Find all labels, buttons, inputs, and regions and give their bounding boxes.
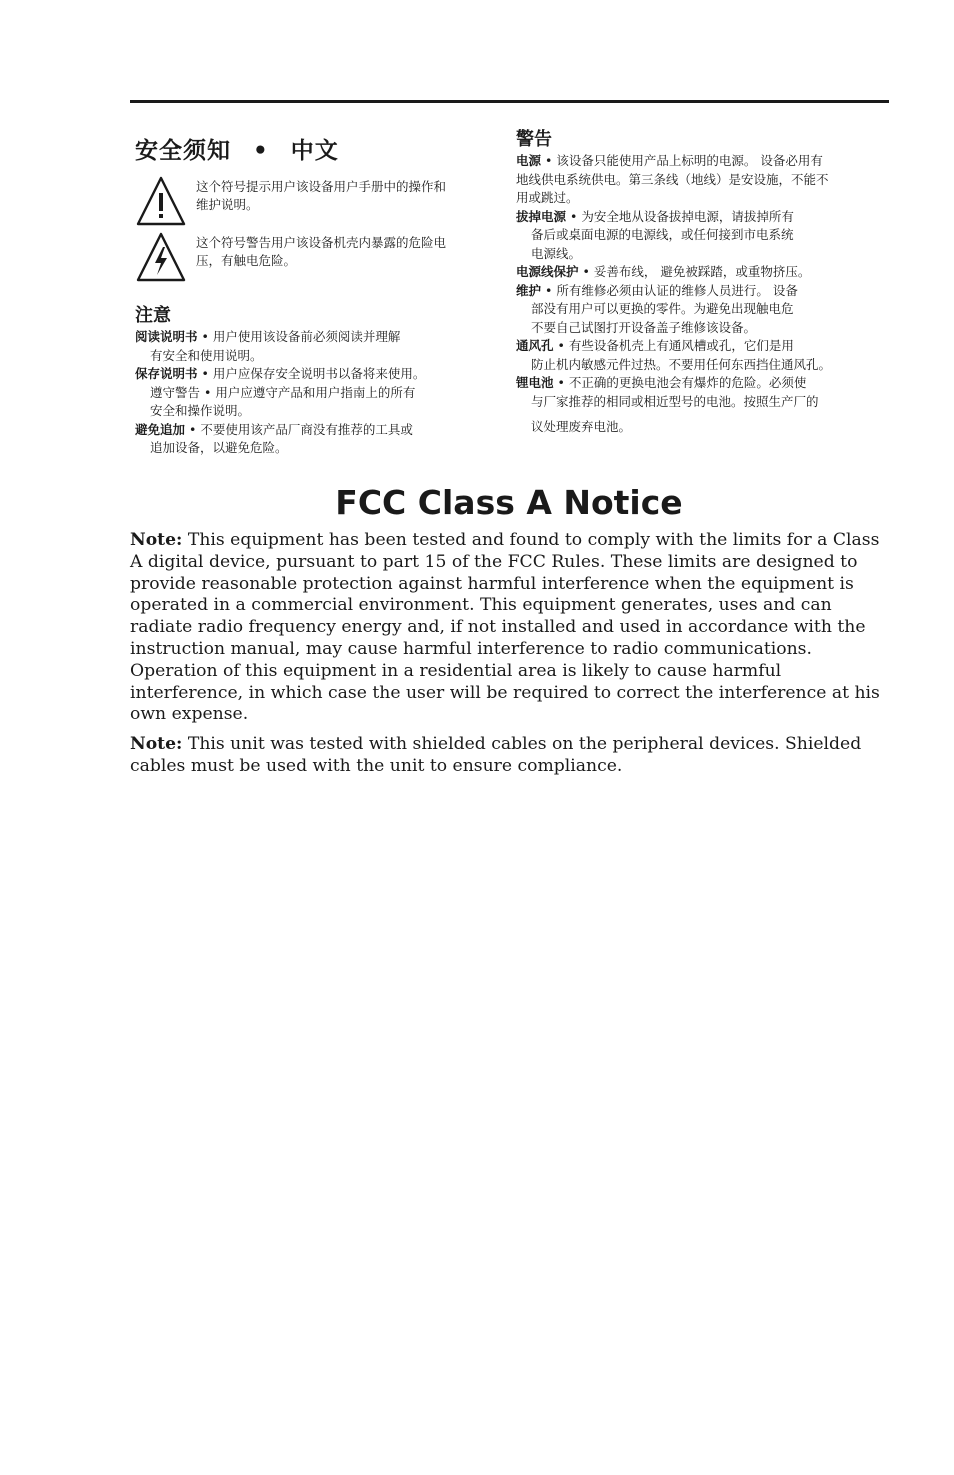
warning-item-label: 锂电池 [516,375,554,390]
warning-exclamation-icon [136,176,186,226]
caution-item-label: 阅读说明书 [135,329,198,344]
warning-item-line: 所有维修必须由认证的维修人员进行。 设备 [556,282,798,298]
language-label: 中文 [290,138,339,164]
warning-item-line: 地线供电系统供电。第三条线（地线）是安设施，不能不 [516,171,829,187]
warning-item [516,374,891,393]
symbol-description: 这个符号警告用户该设备机壳内暴露的危险电压，有触电危险。 [196,235,447,268]
note-text: This unit was tested with shielded cables on the peripheral devices. Shielded cables must be used with the unit to ensure compliance. [130,734,862,776]
note-label: Note: [130,734,183,755]
fcc-title: FCC Class A Notice [335,483,683,522]
bullet-separator: • [578,264,594,279]
caution-item-line: 遵守警告 • 用户应遵守产品和用户指南上的所有 [150,384,416,400]
fcc-notice-body [130,530,890,786]
top-rule [130,100,889,103]
warning-list [516,152,891,437]
bullet-separator: • [541,153,557,168]
warning-item-label: 维护 [516,282,542,298]
warning-item [516,263,891,282]
bullet-separator: • [553,375,569,390]
caution-list [135,328,480,458]
fcc-note-2 [130,734,890,778]
warning-item [516,208,891,227]
bullet-separator: • [185,421,201,437]
warning-item-line: 不要自己试图打开设备盖子维修该设备。 [531,319,757,335]
note-text: This equipment has been tested and found to comply with the limits for a Class A digital device, pursuant to part 15 of the FCC Rules. These limits are designed to provide reasonable protection against harmful interference when the equipment is operated in a commercial environment. This equipment generates, uses and can radiate radio frequency energy and, if not installed and used in accordance with the instruction manual, may cause harmful interference to radio communications. Operation of this equipment in a residential area is likely to cause harmful interference, in which case the user will be required to correct the interference at his own expense. [130,530,880,725]
caution-item [135,365,480,384]
title-separator: • [253,138,269,164]
warning-item-label: 通风孔 [516,338,554,353]
warning-item-label: 拔掉电源 [516,208,567,224]
safety-left-column [135,134,480,458]
caution-item [135,328,480,347]
warning-item-line: 妥善布线， 避免被踩踏，或重物挤压。 [593,264,811,279]
note-label: Note: [130,530,183,550]
safety-title [135,134,480,168]
caution-item [135,421,480,440]
warning-item-line: 部没有用户可以更换的零件。为避免出现触电危 [531,301,794,316]
warning-item-line: 有些设备机壳上有通风槽或孔，它们是用 [568,338,794,353]
warning-item-line: 用或跳过。 [516,190,579,205]
symbol-row-voltage [135,232,480,282]
symbol-description: 这个符号提示用户该设备用户手册中的操作和维护说明。 [196,179,447,212]
caution-item-label: 避免追加 [135,421,186,437]
warning-item-line: 不正确的更换电池会有爆炸的危险。必须使 [568,375,807,390]
caution-item-line: 追加设备，以避免危险。 [150,440,288,455]
warning-item-label: 电源 [516,153,542,168]
caution-item-line: 用户使用该设备前必须阅读并理解 [212,329,401,344]
caution-item-line: 安全和操作说明。 [150,403,251,418]
warning-item-line: 防止机内敏感元件过热。不要用任何东西挡住通风孔。 [531,356,832,372]
bullet-separator: • [553,338,569,353]
warning-item [516,337,891,356]
caution-item-line: 用户应保存安全说明书以备将来使用。 [212,366,426,381]
safety-title-text: 安全须知 [135,138,231,164]
warning-item-line: 该设备只能使用产品上标明的电源。 设备必用有 [556,153,823,168]
warning-item-line: 议处理废弃电池。 [531,419,632,434]
warning-item [516,282,891,301]
caution-heading: 注意 [135,305,171,326]
caution-item-line: 不要使用该产品厂商没有推荐的工具或 [200,421,413,437]
warning-item-line: 与厂家推荐的相同或相近型号的电池。按照生产厂的 [531,393,819,409]
safety-right-column [516,128,891,437]
bullet-separator: • [566,208,582,224]
lightning-bolt-icon [136,232,186,282]
warning-heading: 警告 [516,129,552,150]
warning-item-line: 为安全地从设备拔掉电源，请拔掉所有 [581,208,794,224]
symbol-row-instructions [135,176,480,226]
bullet-separator: • [541,282,557,298]
warning-item-line: 备后或桌面电源的电源线，或任何接到市电系统 [531,227,794,242]
warning-item-label: 电源线保护 [516,264,579,279]
warning-item-line: 电源线。 [531,245,582,261]
fcc-note-1 [130,530,890,726]
warning-item [516,152,891,171]
caution-item-line: 有安全和使用说明。 [150,347,263,363]
bullet-separator: • [197,329,213,344]
bullet-separator: • [197,366,213,381]
caution-item-label: 保存说明书 [135,366,198,381]
